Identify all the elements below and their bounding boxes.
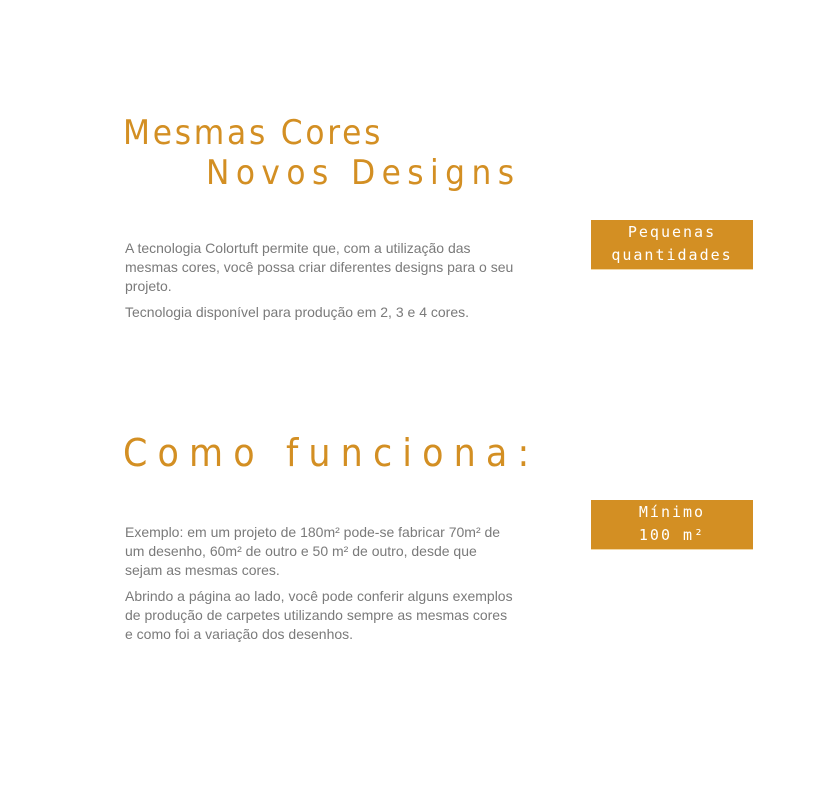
badge-2-line-2: 100 m² (638, 525, 706, 544)
intro-paragraph-2: Tecnologia disponível para produção em 2, 3 e 4 cores. (125, 304, 469, 320)
badge-pequenas-quantidades (591, 220, 753, 270)
example-paragraph-2: Abrindo a página ao lado, você pode conferir alguns exemplos de produção de carpetes utilizando sempre as mesmas cores e como foi a variação dos desenhos. (125, 588, 513, 642)
heading-novos-designs: Novos Designs (206, 153, 521, 193)
badge-2-line-1: Mínimo (638, 502, 706, 521)
badge-1-line-2: quantidades (611, 245, 733, 264)
badge-1-line-1: Pequenas (627, 222, 717, 241)
example-text-block (125, 523, 515, 651)
heading-como-funciona: Como funciona: (123, 431, 540, 475)
badge-minimo-100m2 (591, 500, 753, 550)
intro-paragraph-1: A tecnologia Colortuft permite que, com a utilização das mesmas cores, você possa criar diferentes designs para o seu projeto. (125, 240, 514, 294)
example-paragraph-1: Exemplo: em um projeto de 180m² pode-se fabricar 70m² de um desenho, 60m² de outro e 50 m² de outro, desde que sejam as mesmas cores. (125, 524, 501, 578)
heading-mesmas-cores: Mesmas Cores (123, 113, 384, 153)
intro-text-block (125, 239, 515, 329)
